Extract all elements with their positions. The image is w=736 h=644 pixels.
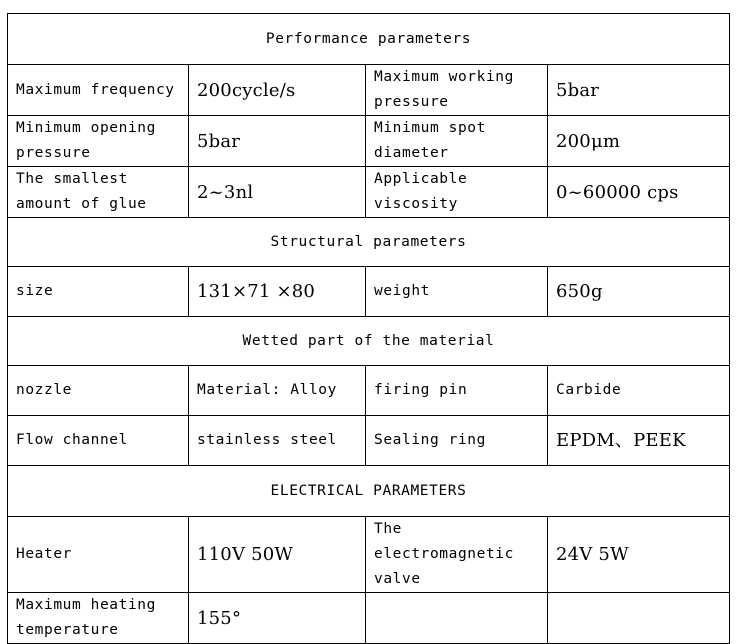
heater-label: Heater [8,517,189,593]
min-spot-diameter-label: Minimum spot diameter [366,116,548,167]
table-row [8,167,730,218]
viscosity-value: 0~60000 cps [548,167,730,218]
empty-cell [548,593,730,644]
table-row [8,317,730,366]
section-title-structural: Structural parameters [8,218,730,267]
smallest-glue-value: 2~3nl [189,167,366,218]
table-row [8,517,730,593]
table-row [8,116,730,167]
smallest-glue-label: The smallest amount of glue [8,167,189,218]
nozzle-label: nozzle [8,366,189,416]
min-spot-diameter-value: 200μm [548,116,730,167]
flow-channel-value: stainless steel [189,416,366,466]
table-row [8,65,730,116]
firing-pin-value: Carbide [548,366,730,416]
sealing-ring-value: EPDM、PEEK [548,416,730,466]
size-label: size [8,267,189,317]
valve-label: The electromagnetic valve [366,517,548,593]
firing-pin-label: firing pin [366,366,548,416]
max-heating-temp-value: 155° [189,593,366,644]
nozzle-value: Material: Alloy [189,366,366,416]
max-frequency-value: 200cycle/s [189,65,366,116]
section-title-performance: Performance parameters [8,14,730,65]
min-opening-pressure-label: Minimum opening pressure [8,116,189,167]
max-frequency-label: Maximum frequency [8,65,189,116]
table-row [8,218,730,267]
max-working-pressure-value: 5bar [548,65,730,116]
heater-value: 110V 50W [189,517,366,593]
max-working-pressure-label: Maximum working pressure [366,65,548,116]
sealing-ring-label: Sealing ring [366,416,548,466]
table-row [8,593,730,644]
weight-value: 650g [548,267,730,317]
max-heating-temp-label: Maximum heating temperature [8,593,189,644]
weight-label: weight [366,267,548,317]
viscosity-label: Applicable viscosity [366,167,548,218]
table-row [8,14,730,65]
table-row [8,366,730,416]
parameters-table [7,13,730,644]
flow-channel-label: Flow channel [8,416,189,466]
empty-cell [366,593,548,644]
size-value: 131×71 ×80 [189,267,366,317]
table-row [8,466,730,517]
valve-value: 24V 5W [548,517,730,593]
section-title-electrical: ELECTRICAL PARAMETERS [8,466,730,517]
min-opening-pressure-value: 5bar [189,116,366,167]
table-row [8,416,730,466]
table-row [8,267,730,317]
section-title-wetted: Wetted part of the material [8,317,730,366]
